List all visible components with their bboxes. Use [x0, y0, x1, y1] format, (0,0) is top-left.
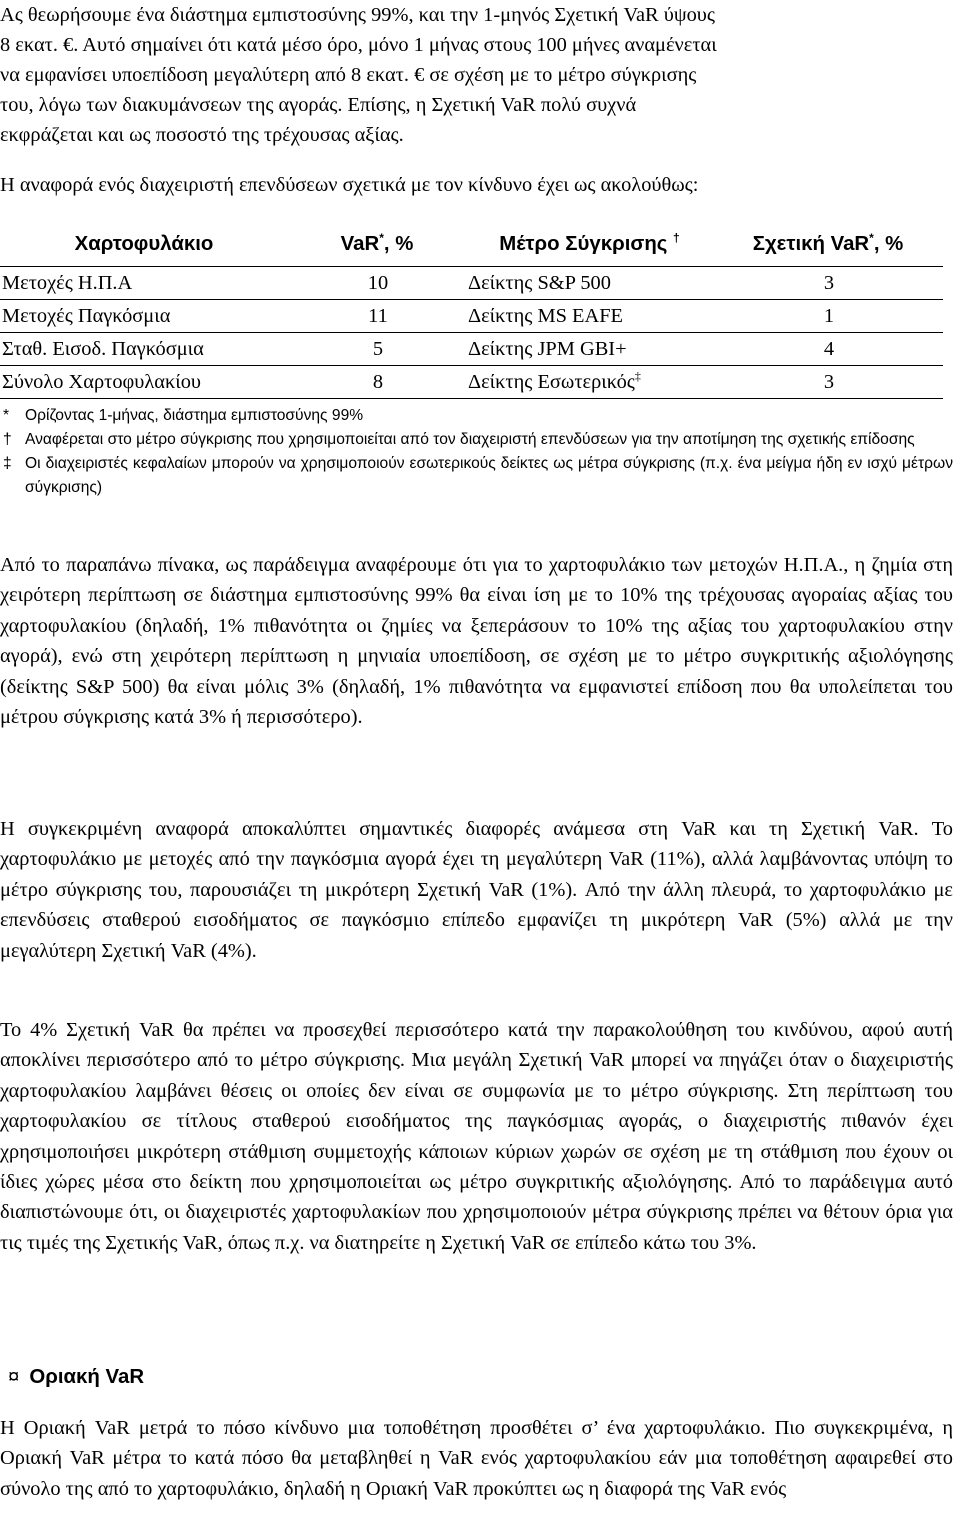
- cell-relative-var: 3: [713, 267, 943, 300]
- paragraph-differences: Η συγκεκριμένη αναφορά αποκαλύπτει σημαντικές διαφορές ανάμεσα στη VaR και τη Σχετική VaR. Το χαρτοφυλάκιο με μετοχές από την παγκόσμια αγορά έχει τη μεγαλύτερη VaR (11%), αλλά λαμβάνοντας υπόψη το μέτρο σύγκρισης του, παρουσιάζει τη μικρότερη Σχετική VaR (1%). Από την άλλη πλευρά, το χαρτοφυλάκιο με επενδύσεις σταθερού εισοδήματος σε παγκόσμιο επίπεδο εμφανίζει τη μικρότερη VaR (5%) αλλά με την μεγαλύτερη Σχετική VaR (4%).: [0, 818, 953, 962]
- intro-line-1: Ας θεωρήσουμε ένα διάστημα εμπιστοσύνης 99%, και την 1-μηνός Σχετική VaR ύψους: [0, 4, 715, 26]
- table-row: [0, 267, 943, 300]
- footnote-text: Ορίζοντας 1-μήνας, διάστημα εμπιστοσύνης 99%: [25, 407, 364, 424]
- cell-portfolio: Μετοχές Παγκόσμια: [0, 300, 288, 333]
- cell-relative-var: 1: [713, 300, 943, 333]
- risk-report-table: [0, 222, 943, 399]
- section-bullet-icon: ¤: [8, 1366, 20, 1388]
- cell-benchmark: Δείκτης S&P 500: [466, 267, 713, 300]
- table-footnotes: [0, 404, 953, 500]
- paragraph-monitoring: Το 4% Σχετική VaR θα πρέπει να προσεχθεί περισσότερο κατά την παρακολούθηση του κινδύνου, αφού αυτή αποκλίνει περισσότερο από το μέτρο σύγκρισης. Μια μεγάλη Σχετική VaR μπορεί να πηγάζει όταν ο διαχειριστής χαρτοφυλακίου λαμβάνει θέσεις οι οποίες δεν είναι σε συμφωνία με το μέτρο σύγκρισης. Στη περίπτωση του χαρτοφυλακίου σε τίτλους σταθερού εισοδήματος της παγκόσμιας αγοράς, ο διαχειριστής πιθανόν έχει χρησιμοποιήσει μικρότερη στάθμιση συμμετοχής κάποιων κύριων χωρών σε σχέση με τη στάθμιση που έχουν οι ίδιες χώρες μέσα στο δείκτη που χρησιμοποιείται ως μέτρο συγκριτικής αξιολόγησης. Από το παράδειγμα αυτό διαπιστώνουμε ότι, οι διαχειριστές χαρτοφυλακίων που χρησιμοποιούν μέτρα σύγκρισης πρέπει να θέτουν όρια για τις τιμές της Σχετικής VaR, όπως π.χ. να διατηρείτε η Σχετική VaR σε επίπεδο κάτω του 3%.: [0, 1019, 953, 1254]
- cell-portfolio: Σύνολο Χαρτοφυλακίου: [0, 366, 288, 399]
- cell-relative-var: 3: [713, 366, 943, 399]
- table-row: [0, 300, 943, 333]
- footnote-text: Οι διαχειριστές κεφαλαίων μπορούν να χρησιμοποιούν εσωτερικούς δείκτες ως μέτρα σύγκρισης (π.χ. ένα μείγμα ήδη εν ισχύ μέτρων σύγκρισης): [25, 455, 953, 496]
- intro-line-4: του, λόγω των διακυμάνσεων της αγοράς. Επίσης, η Σχετική VaR πολύ συχνά: [0, 94, 637, 116]
- header-portfolio: Χαρτοφυλάκιο: [0, 222, 288, 267]
- section-title: Οριακή VaR: [29, 1366, 145, 1388]
- section-heading: [8, 1366, 144, 1389]
- header-benchmark: Μέτρο Σύγκρισης †: [466, 222, 713, 267]
- table-header-row: [0, 222, 943, 267]
- intro-line-3: να εμφανίσει υποεπίδοση μεγαλύτερη από 8 εκατ. € σε σχέση με το μέτρο σύγκρισης: [0, 64, 697, 86]
- cell-benchmark: Δείκτης JPM GBI+: [466, 333, 713, 366]
- footnote-mark: ‡: [3, 455, 12, 472]
- cell-var: 10: [288, 267, 466, 300]
- table-row: [0, 366, 943, 399]
- header-var: VaR*, %: [288, 222, 466, 267]
- footnote: [0, 452, 953, 500]
- table-row: [0, 333, 943, 366]
- cell-portfolio: Μετοχές Η.Π.Α: [0, 267, 288, 300]
- cell-relative-var: 4: [713, 333, 943, 366]
- intro-line-5: εκφράζεται και ως ποσοστό της τρέχουσας αξίας.: [0, 124, 404, 146]
- cell-portfolio: Σταθ. Εισοδ. Παγκόσμια: [0, 333, 288, 366]
- paragraph-marginal-var: Η Οριακή VaR μετρά το πόσο κίνδυνο μια τοποθέτηση προσθέτει σ’ ένα χαρτοφυλάκιο. Πιο συγκεκριμένα, η Οριακή VaR μέτρα το κατά πόσο θα μεταβληθεί η VaR ενός χαρτοφυλακίου εάν μια τοποθέτηση αφαιρεθεί στο σύνολο της από το χαρτοφυλάκιο, δηλαδή η Οριακή VaR προκύπτει ως η διαφορά της VaR ενός: [0, 1417, 953, 1500]
- intro-line-2: 8 εκατ. €. Αυτό σημαίνει ότι κατά μέσο όρο, μόνο 1 μήνας στους 100 μήνες αναμένεται: [0, 34, 717, 56]
- footnote: [0, 428, 953, 452]
- cell-var: 5: [288, 333, 466, 366]
- cell-benchmark: Δείκτης MS EAFE: [466, 300, 713, 333]
- header-relative-var: Σχετική VaR*, %: [713, 222, 943, 267]
- cell-var: 11: [288, 300, 466, 333]
- footnote: [0, 404, 953, 428]
- footnote-mark: †: [3, 431, 12, 448]
- cell-var: 8: [288, 366, 466, 399]
- cell-benchmark: Δείκτης Εσωτερικός‡: [466, 366, 713, 399]
- footnote-mark: *: [3, 407, 10, 424]
- paragraph-example: Από το παραπάνω πίνακα, ως παράδειγμα αναφέρουμε ότι για το χαρτοφυλάκιο των μετοχών Η.Π.Α., η ζημία στη χειρότερη περίπτωση σε διάστημα εμπιστοσύνης 99% θα είναι ίση με το 10% της τρέχουσας αγοραίας αξίας του χαρτοφυλακίου (δηλαδή, 1% πιθανότητα οι ζημίες να ξεπεράσουν το 10% της αξίας του χαρτοφυλακίου στην αγορά), ενώ στη χειρότερη περίπτωση η μηνιαία υποεπίδοση, σε σχέση με το μέτρο συγκριτικής αξιολόγησης (δείκτης S&P 500) θα είναι μόλις 3% (δηλαδή, 1% πιθανότητα να εμφανιστεί επίδοση που θα υπολείπεται του μέτρου σύγκρισης κατά 3% ή περισσότερο).: [0, 554, 953, 729]
- report-intro: Η αναφορά ενός διαχειριστή επενδύσεων σχετικά με τον κίνδυνο έχει ως ακολούθως:: [0, 174, 699, 196]
- footnote-text: Αναφέρεται στο μέτρο σύγκρισης που χρησιμοποιείται από τον διαχειριστή επενδύσεων για την αποτίμηση της σχετικής επίδοσης: [25, 431, 915, 448]
